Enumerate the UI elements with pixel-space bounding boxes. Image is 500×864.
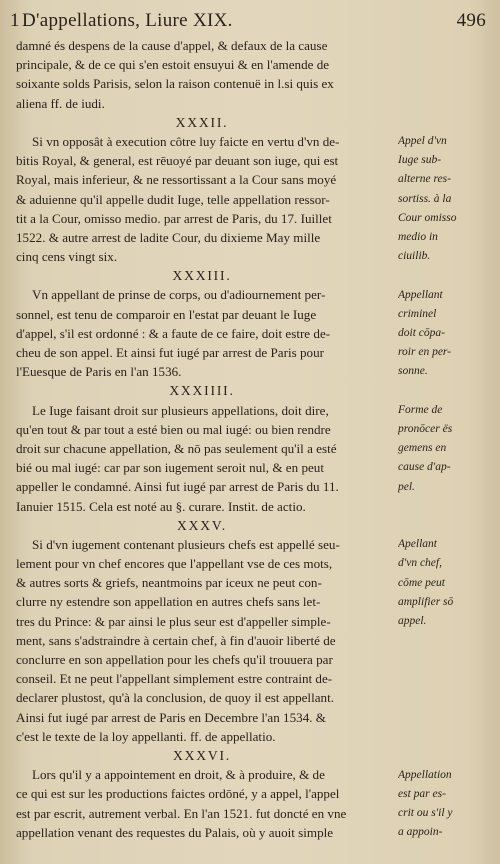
text-line: ce qui est sur les productions faictes ordōné, y a appel, l'appel — [16, 786, 340, 802]
margin-note: sonne. — [398, 365, 428, 378]
text-line: Si d'vn iugement contenant plusieurs chefs est appellé seu- — [32, 536, 340, 552]
text-line: d'appel, s'il est ordonné : & a faute de ce faire, doit estre de- — [16, 325, 331, 341]
text-line: appeller le condamné. Ainsi fut iugé par arrest de Paris du 11. — [16, 479, 339, 495]
text-line: c'est le texte de la loy appellanti. ff. de appellatio. — [16, 728, 276, 744]
section-heading: XXXV. — [177, 517, 227, 533]
main-text-column — [16, 36, 388, 842]
text-line: droit sur chacune appellation, & nō pas seulement qu'il a esté — [16, 440, 337, 456]
text-line: qu'en tout & par tout a esté bien ou mal iugé: ou bien rendre — [16, 421, 331, 437]
text-line: & autres sorts & griefs, neantmoins par iceux ne peut con- — [16, 575, 322, 591]
section-heading: XXXIIII. — [169, 383, 235, 399]
margin-note: cause d'ap- — [398, 461, 451, 474]
margin-note: est par es- — [398, 787, 446, 800]
margin-note: Forme de — [398, 403, 443, 416]
running-header — [10, 10, 490, 34]
margin-note: Cour omisso — [398, 211, 457, 224]
text-line: clurre ny estendre son appellation en autres chefs sans let- — [16, 594, 321, 610]
margin-note: gemens en — [398, 442, 447, 455]
text-line: Lors qu'il y a appointement en droit, & à produire, & de — [32, 767, 325, 783]
margin-note-group — [398, 286, 498, 382]
text-line: cheu de son appel. Et ainsi fut iugé par arrest de Paris pour — [16, 345, 324, 360]
text-line: Si vn opposât à execution côtre luy faicte en vertu d'vn de- — [32, 133, 340, 149]
margin-note-group — [398, 132, 498, 266]
page-number: 496 — [456, 10, 486, 31]
margin-note: Apellant — [398, 538, 437, 551]
text-line: bié ou mal iugé: car par son iugement seroit nul, & en peut — [16, 460, 324, 476]
margin-note: Appellant — [398, 288, 443, 301]
section-heading: XXXIII. — [172, 268, 232, 284]
text-line: 1522. & autre arrest de ladite Cour, du dixieme May mille — [16, 229, 321, 245]
margin-note: roir en per- — [398, 346, 452, 359]
text-line: bitis Royal, & general, est rēuoyé par deuant son iuge, qui est — [16, 153, 339, 169]
text-line: cinq cens vingt six. — [16, 249, 118, 265]
margin-note: doit cōpa- — [398, 326, 445, 339]
margin-note-group — [398, 401, 498, 497]
margin-note: Appel d'vn — [398, 135, 447, 147]
text-line: damné és despens de la cause d'appel, & defaux de la cause — [16, 38, 328, 53]
margin-note: medio in — [398, 230, 438, 243]
margin-note: criminel — [398, 307, 437, 320]
text-line: declarer plustost, qu'à la conclusion, de quoy il est appellant. — [16, 690, 334, 706]
margin-note-group — [398, 535, 498, 631]
text-line: aliena ff. de iudi. — [16, 95, 105, 111]
margin-note: ciuilib. — [398, 250, 431, 263]
text-line: Royal, mais inferieur, & ne ressortissant a la Cour sans moyé — [16, 172, 337, 188]
running-title: D'appellations, Liure XIX. — [22, 10, 233, 31]
text-line: tres du Prince: & par ainsi le plus seur est d'appeller simple- — [16, 613, 331, 629]
text-line: appellation venant des requestes du Palais, où y auoit simple — [16, 824, 334, 840]
text-line: & aduienne qu'il appelle dudit Iuge, telle appellation ressor- — [16, 191, 330, 207]
text-line: principale, & de ce qui s'en estoit ensuyui & en l'amende de — [16, 57, 330, 73]
margin-note: appel. — [398, 614, 427, 627]
margin-note: cōme peut — [398, 576, 445, 589]
margin-note: Iuge sub- — [398, 154, 442, 167]
margin-note: d'vn chef, — [398, 557, 442, 570]
text-line: conclurre en son appellation pour les chefs qu'il trouuera par — [16, 652, 333, 667]
text-line: l'Euesque de Paris en l'an 1536. — [16, 364, 182, 380]
text-line: Ainsi fut iugé par arrest de Paris en Decembre l'an 1534. & — [16, 709, 326, 725]
margin-note: crit ou s'il y — [398, 806, 453, 819]
margin-note: pel. — [398, 480, 415, 493]
text-line: sonnel, est tenu de comparoir en l'estat par deuant le Iuge — [16, 306, 317, 322]
section-heading: XXXII. — [175, 114, 229, 130]
text-line: ment, sans s'adstraindre à certain chef, à fin d'auoir liberté de — [16, 632, 336, 648]
text-line: Le Iuge faisant droit sur plusieurs appellations, doit dire, — [32, 402, 329, 418]
text-line: Ianuier 1515. Cela est noté au §. curare. Instit. de actio. — [16, 498, 306, 514]
section-heading: XXXVI. — [173, 747, 231, 763]
text-line: tit a la Cour, omisso medio. par arrest de Paris, du 17. Iuillet — [16, 210, 332, 226]
header-leading-number: 1 — [10, 10, 20, 31]
margin-note: a appoin- — [398, 826, 443, 839]
text-line: Vn appellant de prinse de corps, ou d'adiournement per- — [32, 287, 326, 303]
margin-note: amplifier sō — [398, 595, 454, 608]
margin-note: sortiss. à la — [398, 192, 452, 205]
text-line: soixante solds Parisis, selon la raison contenuë in l.si quis ex — [16, 76, 334, 92]
margin-note: pronōcer ës — [398, 422, 453, 435]
text-line: est par escrit, autrement verbal. En l'an 1521. fut doncté en vne — [16, 805, 347, 821]
margin-note-group — [398, 766, 498, 843]
margin-note: alterne res- — [398, 173, 451, 186]
margin-note: Appellation — [398, 768, 452, 781]
text-line: conseil. Et ne peut l'appellant simplement estre contraint de- — [16, 671, 333, 687]
text-line: lement pour vn chef encores que l'appellant vse de ces mots, — [16, 556, 333, 572]
